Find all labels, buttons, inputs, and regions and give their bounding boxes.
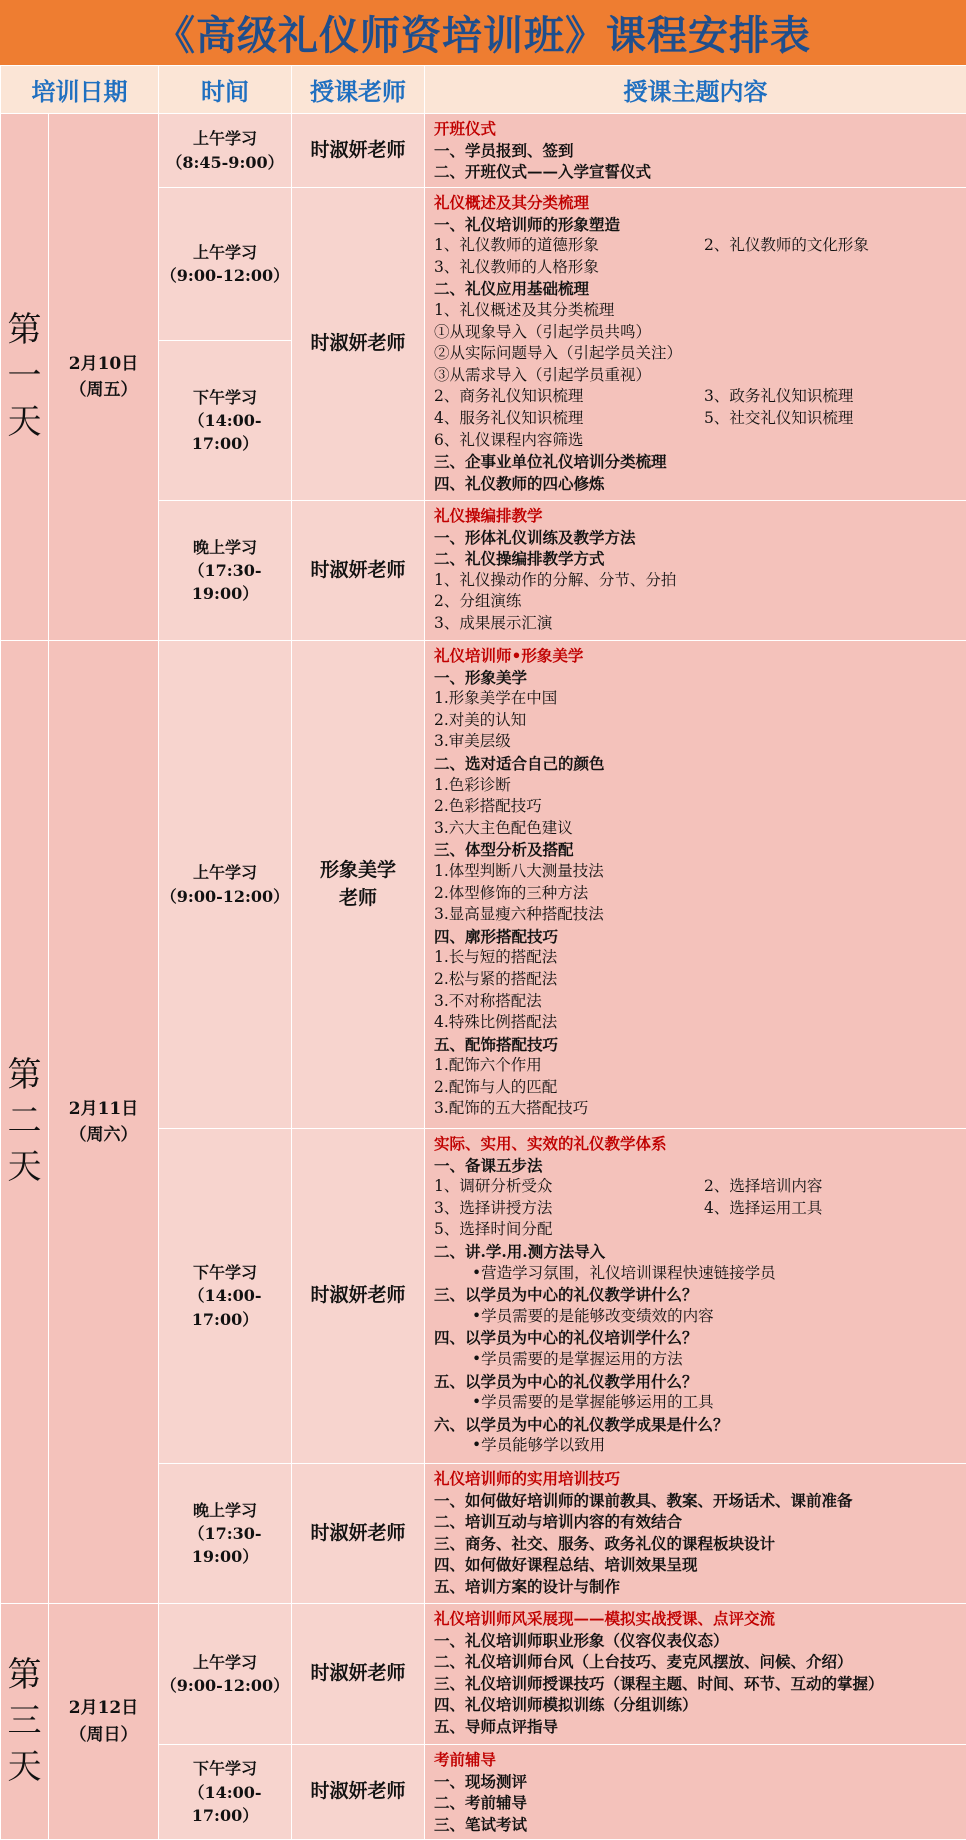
teacher-cell (292, 641, 425, 1129)
section-heading: 开班仪式 (434, 118, 960, 140)
list-item: 二、选对适合自己的颜色 (434, 753, 960, 775)
list-item-text: 3、政务礼仪知识梳理 (704, 386, 853, 408)
content-cell (425, 188, 966, 501)
content-lines (434, 192, 960, 494)
section-heading: 礼仪操编排教学 (434, 505, 960, 527)
list-item-text: 2、选择培训内容 (704, 1176, 822, 1198)
teacher-name: 时淑妍老师 (310, 332, 405, 354)
title-banner (0, 0, 966, 65)
section-heading: 礼仪培训师风采展现——模拟实战授课、点评交流 (434, 1608, 960, 1630)
list-item: 3、成果展示汇演 (434, 613, 960, 635)
list-item: 2.松与紧的搭配法 (434, 969, 960, 991)
section-heading: 礼仪培训师的实用培训技巧 (434, 1468, 960, 1490)
list-item-text: 4、服务礼仪知识梳理 (434, 408, 704, 430)
list-item: 3.显高显瘦六种搭配技法 (434, 904, 960, 926)
list-item-text: 1、礼仪教师的道德形象 (434, 235, 704, 257)
list-item: 1、礼仪操动作的分解、分节、分拍 (434, 570, 960, 592)
list-item: 6、礼仪课程内容筛选 (434, 430, 960, 452)
list-item: 四、礼仪培训师模拟训练（分组训练） (434, 1694, 960, 1716)
list-item-text: 4、选择运用工具 (704, 1198, 822, 1220)
day-label-3 (1, 1604, 49, 1840)
list-item: 四、廓形搭配技巧 (434, 926, 960, 948)
list-item: •学员需要的是能够改变绩效的内容 (434, 1306, 960, 1328)
list-item: 三、体型分析及搭配 (434, 839, 960, 861)
content-cell (425, 1464, 966, 1604)
list-item: 4.特殊比例搭配法 (434, 1012, 960, 1034)
header-time: 时间 (159, 66, 292, 114)
content-cell (425, 1129, 966, 1464)
day-label-char: 第 (1, 1653, 48, 1699)
teacher-cell (292, 501, 425, 641)
list-item: 一、形体礼仪训练及教学方法 (434, 527, 960, 549)
content-lines (434, 505, 960, 635)
content-cell (425, 1604, 966, 1745)
time-cell (159, 114, 292, 188)
teacher-cell (292, 1464, 425, 1604)
list-item: 二、培训互动与培训内容的有效结合 (434, 1511, 960, 1533)
list-item: 三、笔试考试 (434, 1814, 960, 1836)
table-row (1, 641, 966, 1129)
time-cell (159, 1464, 292, 1604)
list-item: 三、礼仪培训师授课技巧（课程主题、时间、环节、互动的掌握） (434, 1673, 960, 1695)
session-period: 17:00） (159, 1804, 291, 1827)
session-period: （14:00- (159, 409, 291, 432)
session-label: 晚上学习 (159, 536, 291, 559)
list-item: 三、企事业单位礼仪培训分类梳理 (434, 451, 960, 473)
list-item: 2.对美的认知 (434, 710, 960, 732)
list-item: ③从需求导入（引起学员重视） (434, 365, 960, 387)
list-item: 四、如何做好课程总结、培训效果呈现 (434, 1554, 960, 1576)
day-label-text (1, 1053, 48, 1191)
session-period: （14:00- (159, 1284, 291, 1307)
list-item: •学员需要的是掌握能够运用的工具 (434, 1392, 960, 1414)
teacher-name: 时淑妍老师 (310, 1662, 405, 1684)
day-label-char: 一 (1, 354, 48, 400)
content-lines (434, 1749, 960, 1835)
content-cell (425, 501, 966, 641)
list-item-text: 2、礼仪教师的文化形象 (704, 235, 869, 257)
list-item: 五、导师点评指导 (434, 1716, 960, 1738)
time-cell (159, 341, 292, 501)
list-item: 二、开班仪式——入学宣誓仪式 (434, 161, 960, 183)
list-item: 2.体型修饰的三种方法 (434, 883, 960, 905)
list-item-text: 2、商务礼仪知识梳理 (434, 386, 704, 408)
teacher-cell (292, 1745, 425, 1840)
teacher-cell (292, 1604, 425, 1745)
time-cell (159, 1604, 292, 1745)
list-item: 一、备课五步法 (434, 1155, 960, 1177)
session-label: 上午学习 (159, 861, 291, 884)
list-item: 1.长与短的搭配法 (434, 947, 960, 969)
list-item: •学员需要的是掌握运用的方法 (434, 1349, 960, 1371)
weekday-text: （周六） (49, 1122, 158, 1148)
list-item-text: 3、选择讲授方法 (434, 1198, 704, 1220)
content-lines (434, 1608, 960, 1738)
list-item: 1.配饰六个作用 (434, 1055, 960, 1077)
teacher-cell (292, 1129, 425, 1464)
day-label-char: 天 (1, 1745, 48, 1791)
list-item: 一、现场测评 (434, 1771, 960, 1793)
teacher-name: 时淑妍老师 (310, 1284, 405, 1306)
teacher-name: 时淑妍老师 (310, 1522, 405, 1544)
teacher-name: 形象美学 (292, 857, 424, 885)
weekday-text: （周日） (49, 1722, 158, 1748)
session-period: （17:30- (159, 559, 291, 582)
list-item: 二、礼仪培训师台风（上台技巧、麦克风摆放、问候、介绍） (434, 1651, 960, 1673)
list-item: 二、礼仪应用基础梳理 (434, 278, 960, 300)
day-label-char: 第 (1, 308, 48, 354)
teacher-name: 时淑妍老师 (310, 139, 405, 161)
content-cell (425, 1745, 966, 1840)
list-item: 一、形象美学 (434, 667, 960, 689)
list-item: 四、以学员为中心的礼仪培训学什么？ (434, 1327, 960, 1349)
session-period: （17:30- (159, 1522, 291, 1545)
session-period: 17:00） (159, 432, 291, 455)
session-label: 下午学习 (159, 1261, 291, 1284)
list-item: 二、讲.学.用.测方法导入 (434, 1241, 960, 1263)
list-item: 一、学员报到、签到 (434, 140, 960, 162)
list-item (434, 408, 960, 430)
session-period: （14:00- (159, 1781, 291, 1804)
list-item: •营造学习氛围，礼仪培训课程快速链接学员 (434, 1263, 960, 1285)
table-row (1, 114, 966, 188)
date-text: 2月12日 (49, 1695, 158, 1721)
day-label-char: 二 (1, 1099, 48, 1145)
list-item: 五、培训方案的设计与制作 (434, 1576, 960, 1598)
list-item: 3.审美层级 (434, 731, 960, 753)
list-item: 四、礼仪教师的四心修炼 (434, 473, 960, 495)
header-date: 培训日期 (1, 66, 159, 114)
list-item: 1、礼仪概述及其分类梳理 (434, 300, 960, 322)
list-item: 1.形象美学在中国 (434, 688, 960, 710)
section-heading: 礼仪概述及其分类梳理 (434, 192, 960, 214)
content-lines (434, 1468, 960, 1598)
header-teacher: 授课老师 (292, 66, 425, 114)
day-label-2 (1, 641, 49, 1604)
time-cell (159, 1129, 292, 1464)
list-item: 六、以学员为中心的礼仪教学成果是什么？ (434, 1414, 960, 1436)
session-period: 19:00） (159, 1545, 291, 1568)
list-item: 二、礼仪操编排教学方式 (434, 548, 960, 570)
list-item: ②从实际问题导入（引起学员关注） (434, 343, 960, 365)
list-item: 五、以学员为中心的礼仪教学用什么？ (434, 1371, 960, 1393)
list-item: 3、礼仪教师的人格形象 (434, 257, 960, 279)
section-heading: 实际、实用、实效的礼仪教学体系 (434, 1133, 960, 1155)
weekday-text: （周五） (49, 377, 158, 403)
list-item: 1.体型判断八大测量技法 (434, 861, 960, 883)
time-cell (159, 188, 292, 341)
day-label-1 (1, 114, 49, 641)
list-item-text: 5、社交礼仪知识梳理 (704, 408, 853, 430)
header-content: 授课主题内容 (425, 66, 966, 114)
day-label-char: 三 (1, 1699, 48, 1745)
list-item: 5、选择时间分配 (434, 1219, 960, 1241)
content-cell (425, 114, 966, 188)
list-item-text: 1、调研分析受众 (434, 1176, 704, 1198)
list-item (434, 1176, 960, 1198)
time-cell (159, 1745, 292, 1840)
list-item: 一、礼仪培训师的形象塑造 (434, 214, 960, 236)
date-text: 2月11日 (49, 1096, 158, 1122)
session-label: 上午学习 (159, 127, 291, 150)
session-label: 晚上学习 (159, 1499, 291, 1522)
session-label: 下午学习 (159, 386, 291, 409)
teacher-name: 时淑妍老师 (310, 559, 405, 581)
session-label: 下午学习 (159, 1757, 291, 1780)
list-item: 3.六大主色配色建议 (434, 818, 960, 840)
date-cell-1 (49, 114, 159, 641)
list-item: 五、配饰搭配技巧 (434, 1034, 960, 1056)
section-heading: 考前辅导 (434, 1749, 960, 1771)
day-label-text (1, 308, 48, 446)
schedule-table (0, 65, 966, 1840)
content-lines (434, 645, 960, 1120)
teacher-name: 时淑妍老师 (310, 1780, 405, 1802)
list-item: 3.配饰的五大搭配技巧 (434, 1098, 960, 1120)
list-item: 三、以学员为中心的礼仪教学讲什么？ (434, 1284, 960, 1306)
date-cell-3 (49, 1604, 159, 1840)
teacher-name: 老师 (292, 885, 424, 913)
day-label-char: 天 (1, 1145, 48, 1191)
list-item: 2.色彩搭配技巧 (434, 796, 960, 818)
section-heading: 礼仪培训师•形象美学 (434, 645, 960, 667)
day-label-char: 天 (1, 400, 48, 446)
date-text: 2月10日 (49, 351, 158, 377)
header-row (1, 66, 966, 114)
list-item: 3.不对称搭配法 (434, 991, 960, 1013)
time-cell (159, 641, 292, 1129)
list-item (434, 235, 960, 257)
list-item: 一、如何做好培训师的课前教具、教案、开场话术、课前准备 (434, 1490, 960, 1512)
list-item (434, 386, 960, 408)
session-period: 17:00） (159, 1308, 291, 1331)
session-label: 上午学习 (159, 1651, 291, 1674)
content-cell (425, 641, 966, 1129)
table-row (1, 1604, 966, 1745)
session-period: （9:00-12:00） (159, 885, 291, 908)
session-period: （9:00-12:00） (159, 1674, 291, 1697)
list-item: 一、礼仪培训师职业形象（仪容仪表仪态） (434, 1630, 960, 1652)
day-label-text (1, 1653, 48, 1791)
list-item: 1.色彩诊断 (434, 775, 960, 797)
list-item: 2、分组演练 (434, 591, 960, 613)
list-item: •学员能够学以致用 (434, 1435, 960, 1457)
content-lines (434, 1133, 960, 1457)
content-lines (434, 118, 960, 183)
page-title: 《高级礼仪师资培训班》课程安排表 (155, 4, 811, 61)
day-label-char: 第 (1, 1053, 48, 1099)
session-period: （8:45-9:00） (159, 151, 291, 174)
list-item: 2.配饰与人的匹配 (434, 1077, 960, 1099)
session-label: 上午学习 (159, 241, 291, 264)
teacher-cell (292, 188, 425, 501)
list-item: 三、商务、社交、服务、政务礼仪的课程板块设计 (434, 1533, 960, 1555)
time-cell (159, 501, 292, 641)
session-period: 19:00） (159, 582, 291, 605)
list-item: ①从现象导入（引起学员共鸣） (434, 322, 960, 344)
list-item (434, 1198, 960, 1220)
session-period: （9:00-12:00） (159, 264, 291, 287)
teacher-cell (292, 114, 425, 188)
list-item: 二、考前辅导 (434, 1792, 960, 1814)
date-cell-2 (49, 641, 159, 1604)
